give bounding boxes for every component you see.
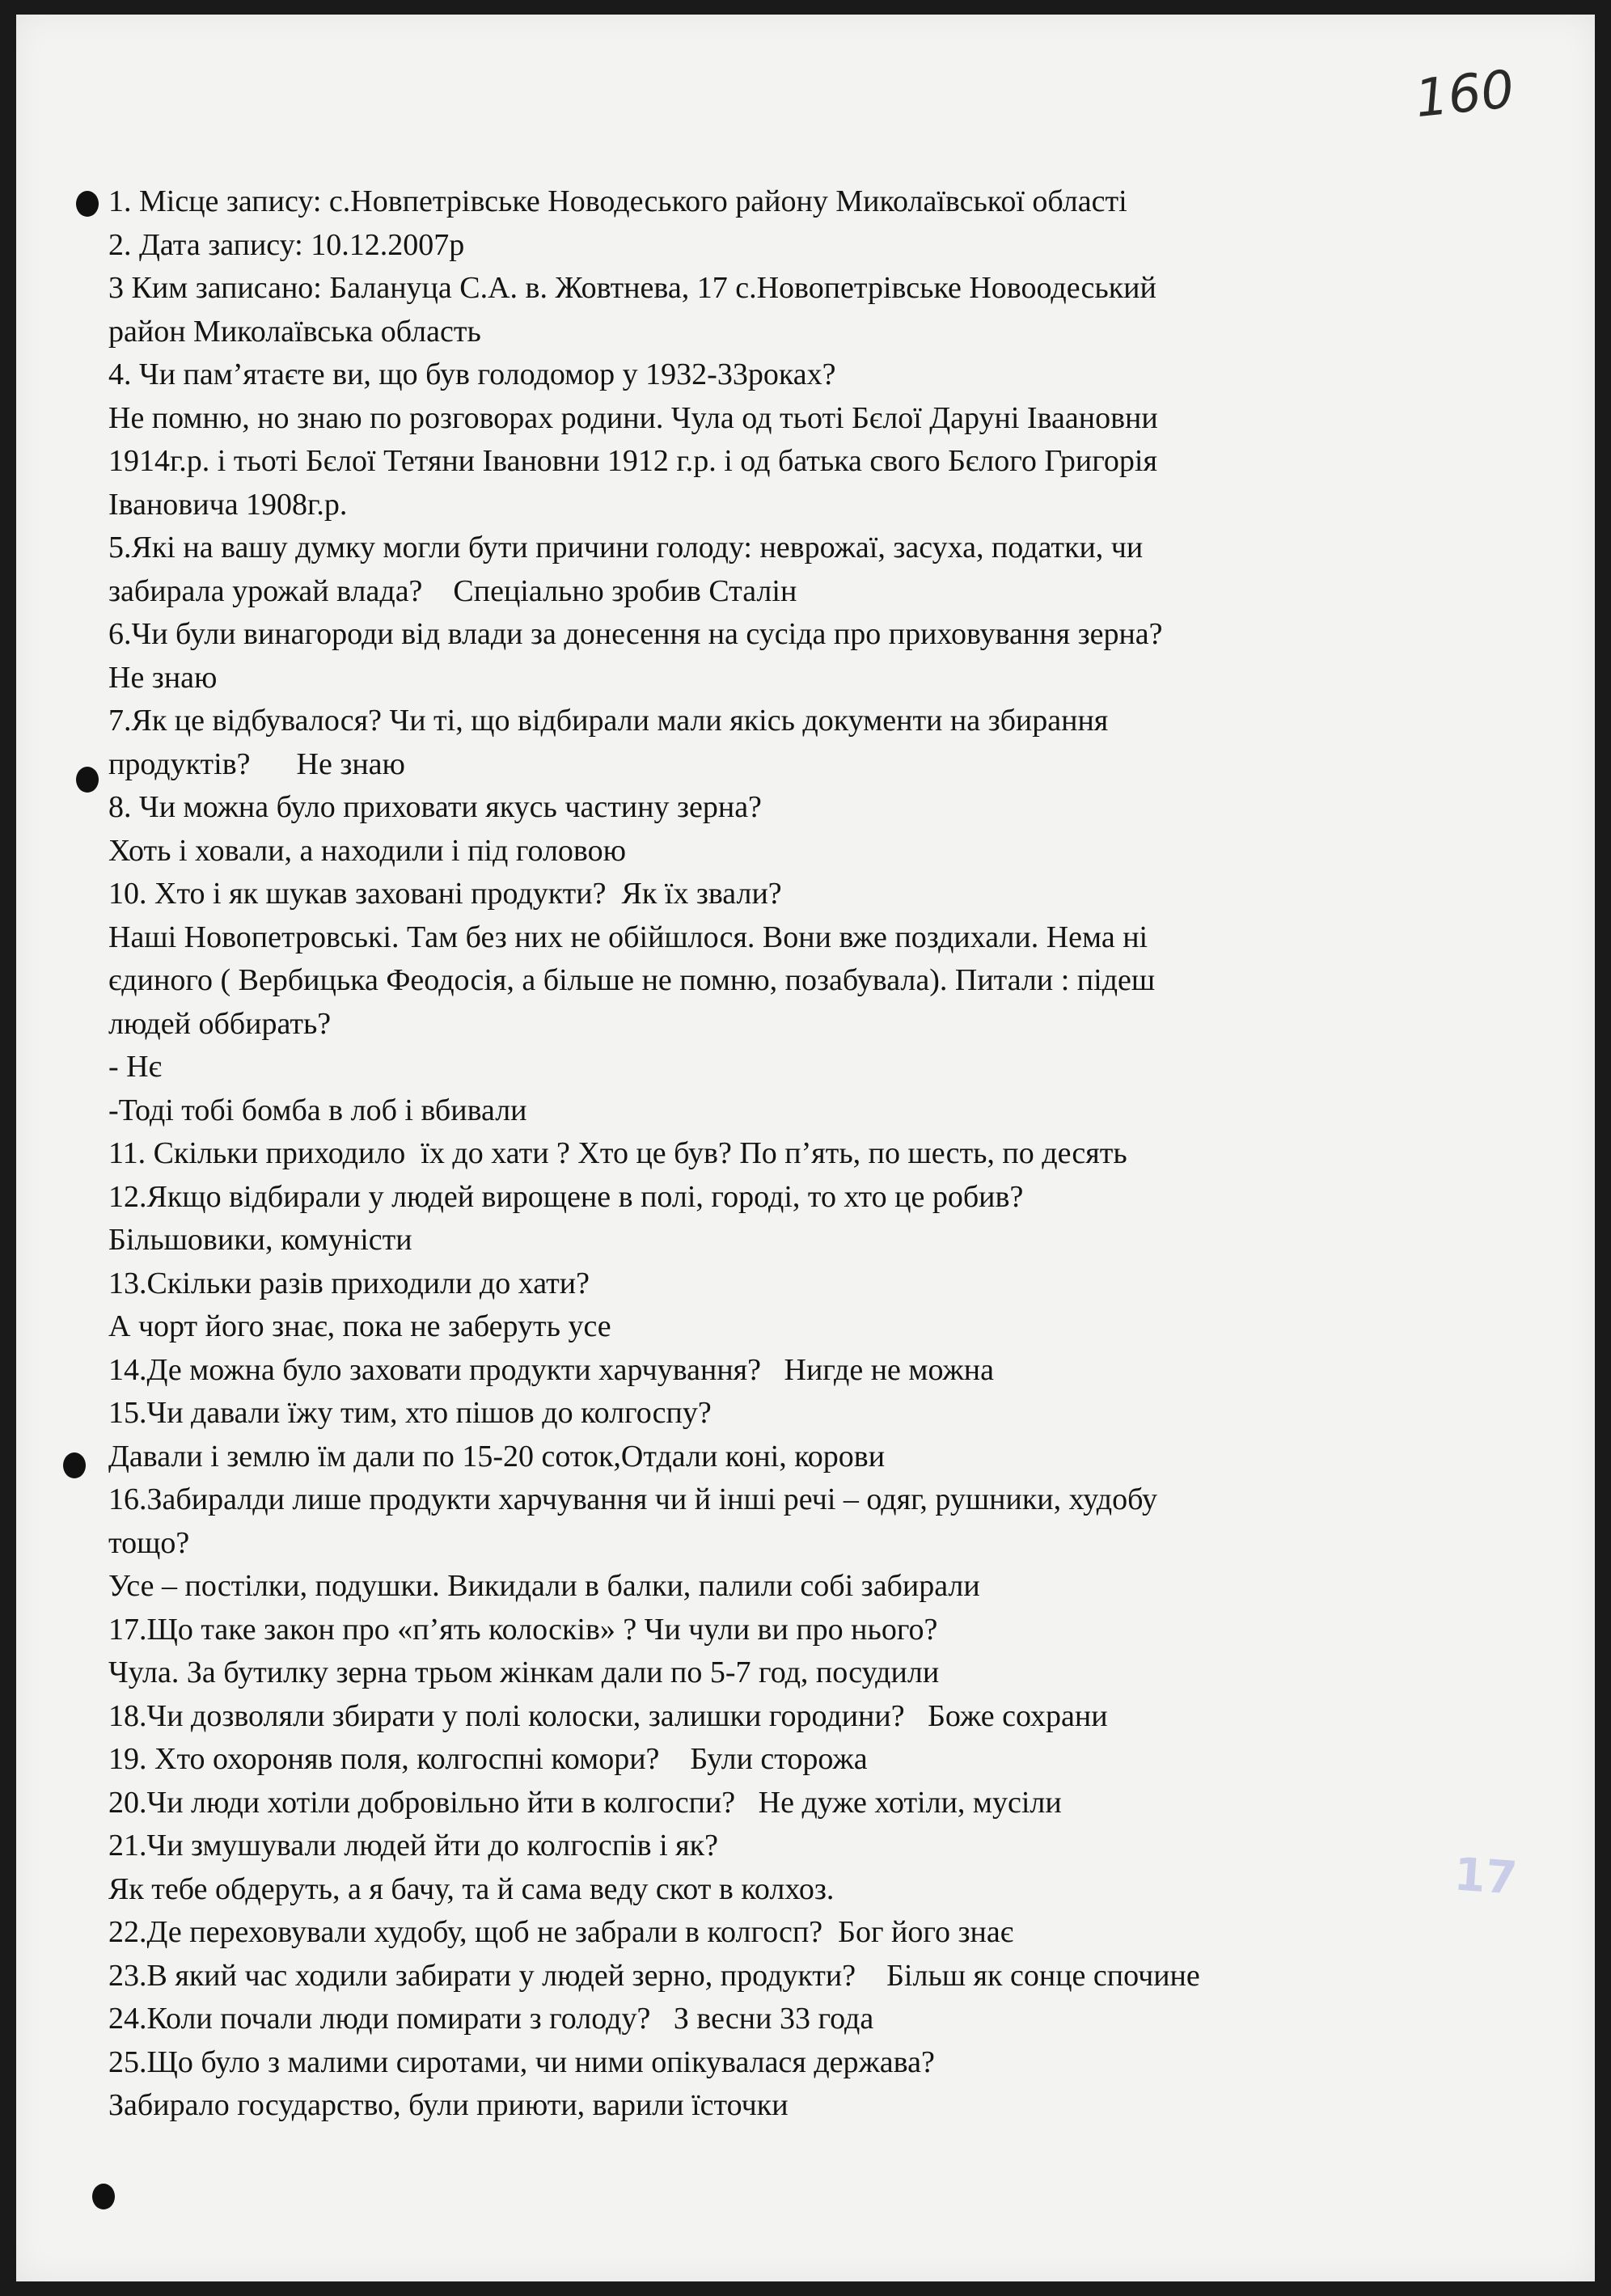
text-line: 5.Які на вашу думку могли бути причини голоду: неврожаї, засуха, податки, чи	[108, 531, 1144, 564]
text-line: 16.Забиралди лише продукти харчування чи й інші речі – одяг, рушники, худобу	[108, 1482, 1158, 1516]
text-line: район Миколаївська область	[108, 314, 481, 349]
document-page	[16, 15, 1595, 2281]
text-line: Як тебе обдеруть, а я бачу, та й сама веду скот в колхоз.	[108, 1871, 835, 1906]
text-line: 13.Скільки разів приходили до хати?	[108, 1266, 590, 1300]
text-line: 10. Хто і як шукав заховані продукти? Як їх звали?	[108, 877, 782, 911]
text-line: А чорт його знає, пока не заберуть усе	[108, 1309, 611, 1343]
text-line: Чула. За бутилку зерна трьом жінкам дали по 5-7 год, посудили	[108, 1655, 940, 1689]
text-line: 19. Хто охороняв поля, колгоспні комори? Були сторожа	[108, 1742, 868, 1776]
text-line: забирала урожай влада? Спеціально зробив Сталін	[108, 573, 797, 608]
text-line: 22.Де переховували худобу, щоб не забрали в колгосп? Бог його знає	[108, 1915, 1014, 1949]
text-line: 3 Ким записано: Балануца С.А. в. Жовтнева, 17 с.Новопетрівське Новоодеський	[108, 271, 1156, 305]
text-line: 18.Чи дозволяли збирати у полі колоски, залишки городини? Боже сохрани	[108, 1698, 1108, 1733]
text-line: 7.Як це відбувалося? Чи ті, що відбирали мали якісь документи на збирання	[108, 704, 1109, 738]
text-line: 6.Чи були винагороди від влади за донесення на сусіда про приховування зерна?	[108, 617, 1163, 651]
text-line: 20.Чи люди хотіли добровільно йти в колгоспи? Не дуже хотіли, мусіли	[108, 1785, 1062, 1820]
text-line: Хоть і ховали, а находили і під головою	[108, 833, 626, 868]
text-line: 1. Місце запису: с.Новпетрівське Новодеського району Миколаївської області	[108, 184, 1127, 218]
text-line: 21.Чи змушували людей йти до колгоспів і як?	[108, 1829, 718, 1863]
text-line: Не помню, но знаю по розговорах родини. Чула од тьоті Бєлої Даруні Іваановни	[108, 400, 1158, 435]
text-line: 14.Де можна було заховати продукти харчування? Нигде не можна	[108, 1352, 994, 1387]
text-line: Забирало государство, були приюти, варили їсточки	[108, 2088, 789, 2122]
punch-hole	[76, 767, 99, 793]
text-line: єдиного ( Вербицька Феодосія, а більше не помню, позабувала). Питали : підеш	[108, 963, 1156, 997]
text-line: Івановича 1908г.р.	[108, 487, 348, 522]
text-line: 11. Скільки приходило їх до хати ? Хто це був? По п’ять, по шесть, по десять	[108, 1136, 1127, 1170]
text-line: 15.Чи давали їжу тим, хто пішов до колгоспу?	[108, 1396, 712, 1430]
text-line: 17.Що таке закон про «п’ять колосків» ? Чи чули ви про нього?	[108, 1612, 938, 1647]
text-line: 1914г.р. і тьоті Бєлої Тетяни Івановни 1912 г.р. і од батька свого Бєлого Григорія	[108, 444, 1157, 478]
text-line: продуктів? Не знаю	[108, 746, 405, 781]
text-line: 8. Чи можна було приховати якусь частину зерна?	[108, 790, 762, 824]
text-line: 12.Якщо відбирали у людей вирощене в полі, городі, то хто це робив?	[108, 1179, 1024, 1214]
punch-hole	[92, 2184, 115, 2209]
text-line: Наші Новопетровські. Там без них не обійшлося. Вони вже поздихали. Нема ні	[108, 920, 1148, 954]
punch-hole	[76, 191, 99, 217]
punch-hole	[63, 1452, 86, 1478]
faint-stamp-mark: 17	[1452, 1848, 1520, 1905]
questionnaire-text	[108, 180, 1516, 2128]
text-line: -Тоді тобі бомба в лоб і вбивали	[108, 1093, 527, 1127]
text-line: Більшовики, комуністи	[108, 1223, 412, 1257]
text-line: Усе – постілки, подушки. Викидали в балки, палили собі забирали	[108, 1569, 980, 1603]
text-line: тощо?	[108, 1525, 190, 1560]
text-line: Не знаю	[108, 660, 218, 695]
page-number: 160	[1412, 59, 1517, 130]
text-line: людей оббирать?	[108, 1006, 332, 1041]
text-line: Давали і землю їм дали по 15-20 соток,Отдали коні, корови	[108, 1439, 886, 1474]
text-line: 25.Що було з малими сиротами, чи ними опікувалася держава?	[108, 2044, 935, 2079]
text-line: 2. Дата запису: 10.12.2007р	[108, 227, 465, 262]
text-line: 24.Коли почали люди помирати з голоду? З весни 33 года	[108, 2002, 874, 2036]
text-line: 23.В який час ходили забирати у людей зерно, продукти? Більш як сонце спочине	[108, 1958, 1200, 1993]
text-line: - Нє	[108, 1050, 162, 1084]
text-line: 4. Чи пам’ятаєте ви, що був голодомор у 1932-33роках?	[108, 357, 836, 391]
